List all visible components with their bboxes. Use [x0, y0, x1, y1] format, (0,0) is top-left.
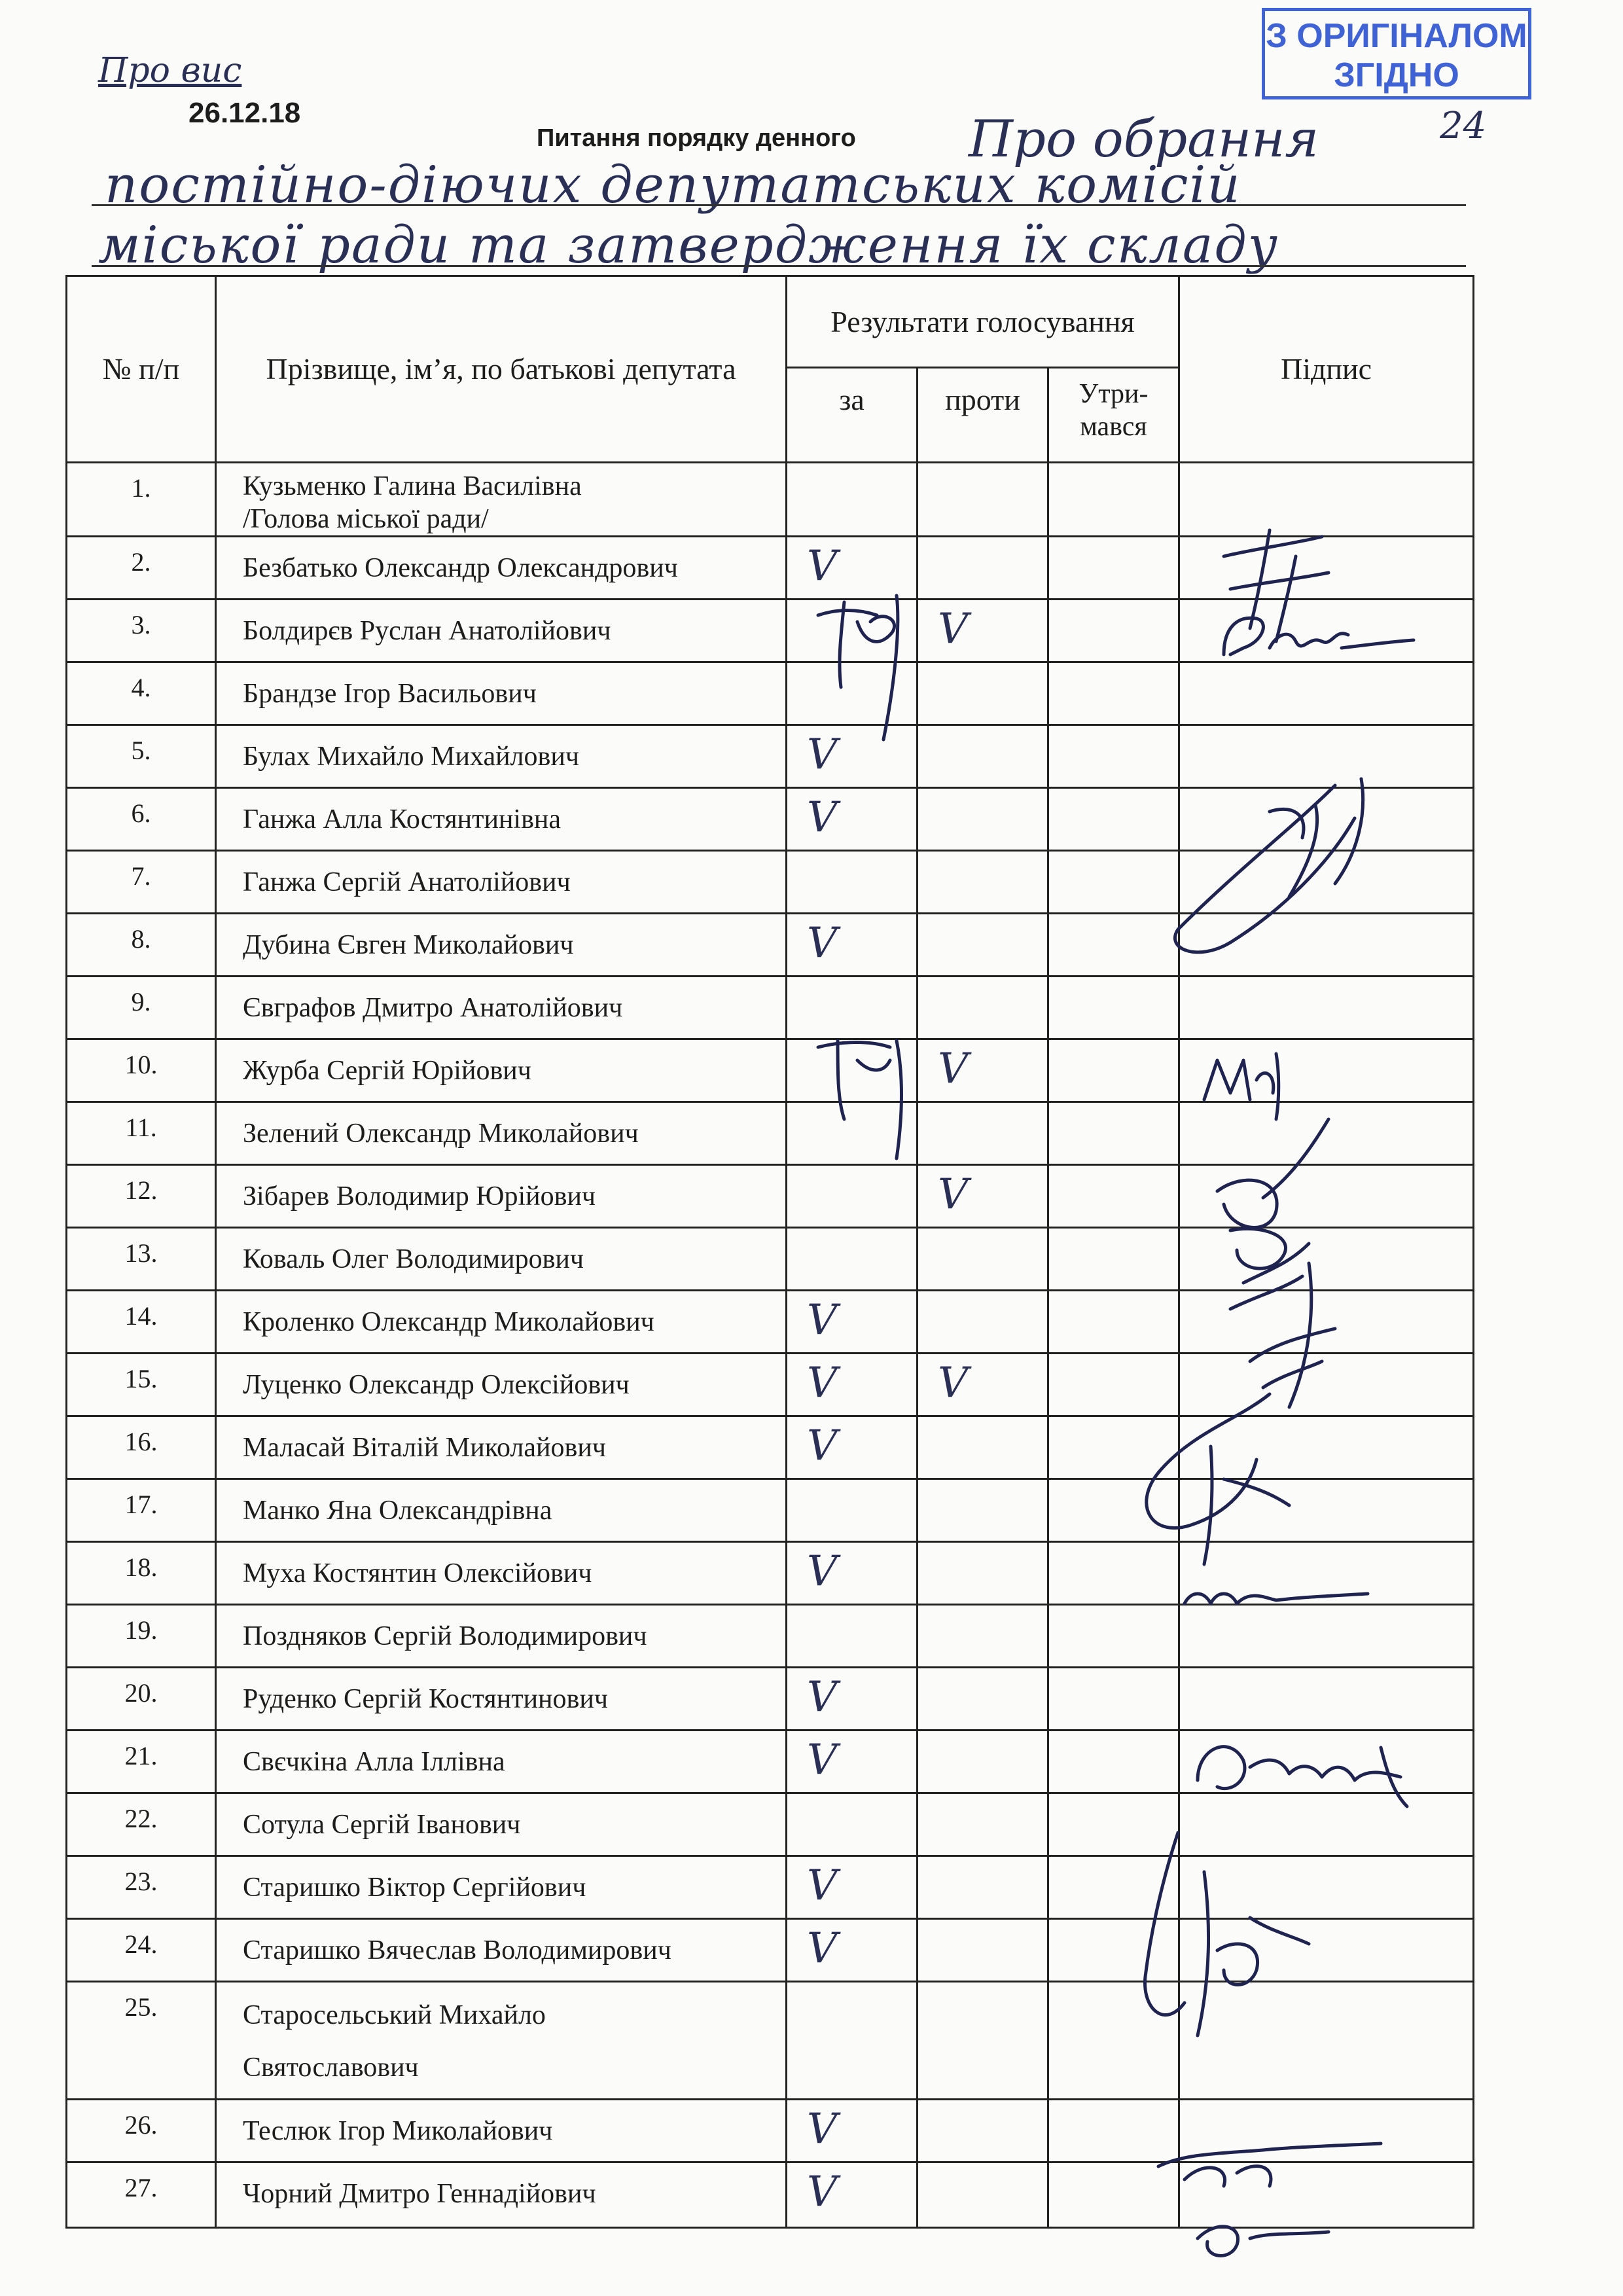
deputy-name: Старишко Вячеслав Володимирович — [216, 1919, 787, 1982]
vote-for: V — [787, 1668, 918, 1731]
vote-against — [918, 1416, 1048, 1479]
vote-against — [918, 463, 1048, 537]
row-number: 12. — [67, 1165, 216, 1228]
deputy-name: Дубина Євген Миколайович — [216, 914, 787, 977]
vote-abstained — [1048, 463, 1179, 537]
deputy-name: Булах Михайло Михайлович — [216, 725, 787, 788]
row-number: 26. — [67, 2100, 216, 2162]
vote-abstained — [1048, 1668, 1179, 1731]
vote-against: V — [918, 1354, 1048, 1416]
vote-against — [918, 1668, 1048, 1731]
signature-scribble-for-10 — [805, 1021, 916, 1165]
deputy-name — [216, 1982, 787, 2100]
vote-for — [787, 1982, 918, 2100]
vote-for: V — [787, 1416, 918, 1479]
vote-against — [918, 851, 1048, 914]
stamp-line1: З ОРИГІНАЛОМ — [1266, 17, 1527, 55]
stamp-line2: ЗГІДНО — [1334, 56, 1459, 94]
signature-scribble-mukha — [1178, 1571, 1374, 1623]
deputy-name: Безбатько Олександр Олександрович — [216, 537, 787, 600]
deputy-name: Поздняков Сергій Володимирович — [216, 1605, 787, 1668]
vote-against — [918, 725, 1048, 788]
row-number: 16. — [67, 1416, 216, 1479]
vote-against — [918, 537, 1048, 600]
row-number: 25. — [67, 1982, 216, 2100]
row-number: 4. — [67, 662, 216, 725]
vote-for — [787, 1605, 918, 1668]
agenda-line-1: Про обрання — [969, 110, 1319, 169]
deputy-name: Муха Костянтин Олексійович — [216, 1542, 787, 1605]
row-number: 9. — [67, 977, 216, 1039]
deputy-name: Ганжа Алла Костянтинівна — [216, 788, 787, 851]
row-number: 11. — [67, 1102, 216, 1165]
vote-for: V — [787, 537, 918, 600]
vote-for: V — [787, 725, 918, 788]
page-number: 24 — [1440, 105, 1487, 147]
row-number: 14. — [67, 1291, 216, 1354]
deputy-name-line1: Кузьменко Галина Василівна — [243, 471, 582, 501]
vote-abstained — [1048, 1731, 1179, 1793]
signature-scribble-boldyrev — [1211, 589, 1420, 687]
corner-note: Про вис — [98, 51, 242, 90]
vote-for: V — [787, 1919, 918, 1982]
vote-for: V — [787, 1542, 918, 1605]
vote-abstained — [1048, 1291, 1179, 1354]
deputy-name: Євграфов Дмитро Анатолійович — [216, 977, 787, 1039]
row-number: 22. — [67, 1793, 216, 1856]
vote-against — [918, 1291, 1048, 1354]
header-number: № п/п — [67, 276, 216, 463]
deputy-name: Ганжа Сергій Анатолійович — [216, 851, 787, 914]
vote-against: V — [918, 1165, 1048, 1228]
deputy-name: Кроленко Олександр Миколайович — [216, 1291, 787, 1354]
row-number: 15. — [67, 1354, 216, 1416]
deputy-name: Теслюк Ігор Миколайович — [216, 2100, 787, 2162]
vote-against — [918, 1542, 1048, 1605]
session-date: 26.12.18 — [188, 97, 301, 129]
row-number: 6. — [67, 788, 216, 851]
deputy-name-line2: Святославович — [243, 2053, 419, 2083]
vote-against — [918, 1982, 1048, 2100]
vote-against — [918, 788, 1048, 851]
row-number: 13. — [67, 1228, 216, 1291]
header-name: Прізвище, ім’я, по батькові депутата — [216, 276, 787, 463]
vote-for: V — [787, 1291, 918, 1354]
vote-abstained — [1048, 1605, 1179, 1668]
vote-for: V — [787, 1731, 918, 1793]
deputy-name: Чорний Дмитро Геннадійович — [216, 2162, 787, 2228]
header-signature: Підпис — [1179, 276, 1474, 463]
vote-for: V — [787, 2162, 918, 2228]
deputy-name-line1: Старосельський Михайло — [243, 2000, 546, 2030]
deputy-name: Маласай Віталій Миколайович — [216, 1416, 787, 1479]
header-against: проти — [918, 368, 1048, 463]
signature-scribble-malasai — [1099, 1381, 1335, 1577]
vote-against — [918, 1228, 1048, 1291]
signature-scribble-staryshko — [1099, 1820, 1322, 2055]
agenda-line-3: міської ради та затвердження їх складу — [98, 216, 1279, 275]
deputy-name: Руденко Сергій Костянтинович — [216, 1668, 787, 1731]
row-number: 24. — [67, 1919, 216, 1982]
row-number: 1. — [67, 463, 216, 537]
row-number: 2. — [67, 537, 216, 600]
vote-for: V — [787, 1354, 918, 1416]
agenda-line-2: постійно-діючих депутатських комісій — [105, 156, 1241, 215]
signature-scribble-teslyuk-chornyi — [1145, 2121, 1394, 2278]
deputy-name: Зелений Олександр Миколайович — [216, 1102, 787, 1165]
vote-against: V — [918, 1039, 1048, 1102]
vote-for — [787, 1228, 918, 1291]
vote-abstained — [1048, 1102, 1179, 1165]
vote-against: V — [918, 600, 1048, 662]
signature-scribble-svechkina — [1171, 1721, 1433, 1820]
vote-against — [918, 977, 1048, 1039]
row-number: 8. — [67, 914, 216, 977]
header-for: за — [787, 368, 918, 463]
vote-against — [918, 1856, 1048, 1919]
deputy-name: Старишко Віктор Сергійович — [216, 1856, 787, 1919]
deputy-name: Сотула Сергій Іванович — [216, 1793, 787, 1856]
header-abstained: Утри-мався — [1048, 368, 1179, 463]
vote-against — [918, 914, 1048, 977]
vote-for — [787, 851, 918, 914]
row-number: 18. — [67, 1542, 216, 1605]
row-number: 19. — [67, 1605, 216, 1668]
deputy-name — [216, 463, 787, 537]
deputy-name: Болдирєв Руслан Анатолійович — [216, 600, 787, 662]
row-number: 17. — [67, 1479, 216, 1542]
vote-against — [918, 2162, 1048, 2228]
signature-scribble-ganzha — [1139, 766, 1414, 988]
vote-against — [918, 1605, 1048, 1668]
vote-for — [787, 463, 918, 537]
deputy-name-line2: /Голова міської ради/ — [243, 504, 489, 534]
deputy-name: Коваль Олег Володимирович — [216, 1228, 787, 1291]
row-number: 7. — [67, 851, 216, 914]
vote-for: V — [787, 788, 918, 851]
vote-against — [918, 2100, 1048, 2162]
vote-for — [787, 1479, 918, 1542]
deputy-name: Луценко Олександр Олексійович — [216, 1354, 787, 1416]
vote-against — [918, 1102, 1048, 1165]
vote-for: V — [787, 914, 918, 977]
deputy-name: Зібарев Володимир Юрійович — [216, 1165, 787, 1228]
deputy-name: Свєчкіна Алла Іллівна — [216, 1731, 787, 1793]
row-number: 3. — [67, 600, 216, 662]
certified-copy-stamp — [1262, 8, 1531, 99]
vote-abstained — [1048, 662, 1179, 725]
vote-for — [787, 1165, 918, 1228]
signature-scribble-for-3 — [805, 583, 916, 753]
row-number: 27. — [67, 2162, 216, 2228]
vote-for: V — [787, 2100, 918, 2162]
vote-against — [918, 1793, 1048, 1856]
row-number: 21. — [67, 1731, 216, 1793]
agenda-underline-2 — [92, 265, 1466, 267]
row-number: 23. — [67, 1856, 216, 1919]
deputy-name: Манко Яна Олександрівна — [216, 1479, 787, 1542]
vote-against — [918, 1731, 1048, 1793]
vote-abstained — [1048, 1039, 1179, 1102]
vote-against — [918, 662, 1048, 725]
vote-abstained — [1048, 537, 1179, 600]
vote-against — [918, 1919, 1048, 1982]
vote-abstained — [1048, 1228, 1179, 1291]
deputy-name: Журба Сергій Юрійович — [216, 1039, 787, 1102]
agenda-label: Питання порядку денного — [537, 124, 856, 152]
vote-against — [918, 1479, 1048, 1542]
vote-for — [787, 1793, 918, 1856]
header-results: Результати голосування — [787, 276, 1179, 368]
row-number: 20. — [67, 1668, 216, 1731]
vote-abstained — [1048, 600, 1179, 662]
vote-for: V — [787, 1856, 918, 1919]
deputy-name: Брандзе Ігор Васильович — [216, 662, 787, 725]
agenda-underline-1 — [92, 204, 1466, 206]
row-number: 10. — [67, 1039, 216, 1102]
vote-abstained — [1048, 1165, 1179, 1228]
row-number: 5. — [67, 725, 216, 788]
